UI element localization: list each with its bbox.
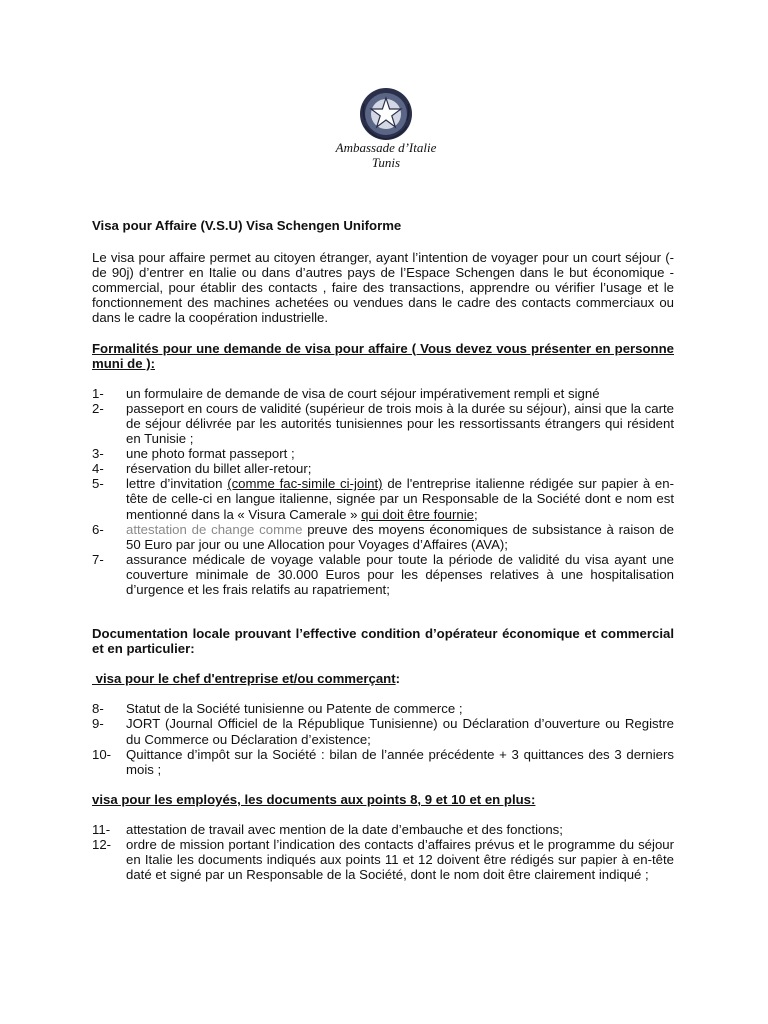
list-item bbox=[92, 837, 674, 882]
chef-list bbox=[92, 701, 674, 776]
item-number: 4- bbox=[92, 461, 104, 477]
intro-paragraph: Le visa pour affaire permet au citoyen étranger, ayant l’intention de voyager pour un court séjour (- de 90j) d’entrer en Italie ou dans d’autres pays de l’Espace Schengen dans le but économique - commercial, pour établir des contacts , faire des transactions, apprendre ou vérifier l’usage et le fonctionnement des machines achetées ou vendues dans le cadre des contacts commerciaux ou dans le cadre la coopération industrielle. bbox=[92, 250, 674, 326]
must-be-provided-note: qui doit être fournie bbox=[361, 506, 474, 522]
invitation-text-b: de l'entreprise italienne rédigée sur papier à en-tête de celle-ci en langue italienne, signée par un Responsable de la Société dont e nom est mentionné dans la « Visura Camerale » bbox=[126, 476, 674, 522]
list-item bbox=[92, 522, 674, 552]
item-number: 3- bbox=[92, 446, 104, 462]
item-text: passeport en cours de validité (supérieur de trois mois à la durée su séjour), ainsi que la carte de séjour délivrée par les autorités tunisiennes pour les ressortissants étrangers qui résident en Tunisie ; bbox=[126, 400, 674, 447]
item-text bbox=[126, 476, 674, 521]
chef-heading-colon: : bbox=[395, 671, 401, 687]
item-number: 2- bbox=[92, 400, 104, 416]
item-number: 8- bbox=[92, 701, 104, 717]
item-number: 6- bbox=[92, 521, 104, 537]
item-number: 1- bbox=[92, 385, 104, 401]
invitation-text-a: lettre d’invitation bbox=[126, 476, 228, 492]
item-text: réservation du billet aller-retour; bbox=[126, 461, 312, 477]
list-item bbox=[92, 747, 674, 777]
document-body bbox=[92, 218, 674, 882]
embassy-header bbox=[300, 141, 472, 170]
employes-heading: visa pour les employés, les documents aux points 8, 9 et 10 et en plus: bbox=[92, 791, 536, 807]
item-text: assurance médicale de voyage valable pour toute la période de validité du visa ayant une couverture minimale de 30.000 Euros pour les dépenses relatives à une hospitalisation d’urgence et les frais relatifs au rapatriement; bbox=[126, 551, 674, 597]
document-title: Visa pour Affaire (V.S.U) Visa Schengen Uniforme bbox=[92, 218, 402, 233]
list-item bbox=[92, 446, 674, 461]
employes-list bbox=[92, 822, 674, 882]
invitation-text-c: ; bbox=[473, 506, 478, 522]
item-number: 12- bbox=[92, 837, 112, 852]
embassy-city: Tunis bbox=[371, 154, 401, 170]
list-item bbox=[92, 716, 674, 746]
item-number: 7- bbox=[92, 551, 104, 567]
list-item bbox=[92, 401, 674, 446]
italian-emblem-icon bbox=[359, 86, 413, 142]
item-number: 9- bbox=[92, 716, 104, 732]
item-text: JORT (Journal Officiel de la République Tunisienne) ou Déclaration d’ouverture ou Registre du Commerce ou Déclaration d’existence; bbox=[126, 716, 674, 747]
subsistance-text: preuve des moyens économiques de subsistance à raison de 50 Euro par jour ou une Allocation pour Voyages d’Affaires (AVA); bbox=[126, 521, 674, 552]
item-text: Statut de la Société tunisienne ou Patente de commerce ; bbox=[126, 701, 463, 717]
item-text: attestation de travail avec mention de la date d’embauche et des fonctions; bbox=[126, 821, 563, 837]
formalites-heading: Formalités pour une demande de visa pour affaire ( Vous devez vous présenter en personne muni de ): bbox=[92, 340, 674, 371]
list-item bbox=[92, 461, 674, 476]
item-text: ordre de mission portant l’indication des contacts d’affaires prévus et le programme du séjour en Italie les documents indiqués aux points 11 et 12 doivent être rédigés sur papier à en-tête daté et signé par un Responsable de la Société, dont le nom doit être clairement indiqué ; bbox=[126, 837, 674, 883]
list-item bbox=[92, 386, 674, 401]
item-text bbox=[126, 522, 674, 552]
item-number: 10- bbox=[92, 746, 112, 762]
item-number: 11- bbox=[92, 821, 111, 837]
item-number: 5- bbox=[92, 476, 104, 492]
item-text: un formulaire de demande de visa de court séjour impérativement rempli et signé bbox=[126, 385, 600, 401]
item-text: une photo format passeport ; bbox=[126, 446, 295, 462]
change-attestation-text: attestation de change comme bbox=[126, 521, 308, 537]
list-item bbox=[92, 476, 674, 521]
chef-heading-text: visa pour le chef d'entreprise et/ou commerçant bbox=[92, 671, 396, 687]
list-item bbox=[92, 552, 674, 597]
documentation-heading: Documentation locale prouvant l’effective condition d’opérateur économique et commercial et en particulier: bbox=[92, 626, 674, 657]
embassy-name: Ambassade d’Italie bbox=[335, 140, 437, 155]
formalites-list bbox=[92, 386, 674, 597]
fac-simile-note: (comme fac-simile ci-joint) bbox=[227, 476, 383, 492]
chef-heading bbox=[92, 671, 674, 686]
list-item bbox=[92, 701, 674, 716]
list-item bbox=[92, 822, 674, 837]
item-text: Quittance d’impôt sur la Société : bilan de l’année précédente + 3 quittances des 3 derniers mois ; bbox=[126, 746, 674, 777]
